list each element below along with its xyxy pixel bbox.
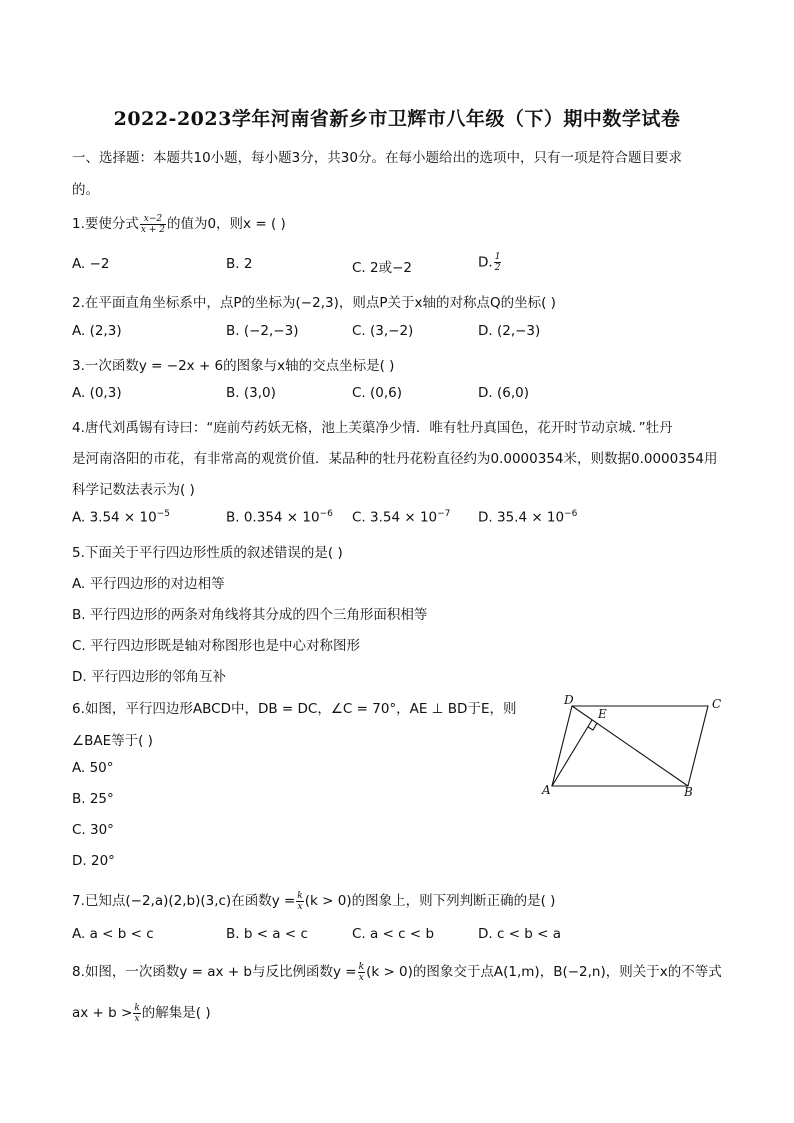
q8-frac-den: x <box>358 972 364 983</box>
q4-option-c <box>352 509 450 526</box>
q7-frac-den: x <box>297 901 303 912</box>
q8-line2-pre: ax + b > <box>72 1005 133 1021</box>
q6-option-b: B. 25° <box>72 791 114 807</box>
q4-option-d <box>478 509 577 526</box>
q8-frac-num: k <box>358 961 365 972</box>
q7-option-c: C. a < c < b <box>352 926 435 942</box>
question-7-stem <box>72 889 555 912</box>
question-3-stem: 3.一次函数y = −2x + 6的图象与x轴的交点坐标是( ) <box>72 358 395 374</box>
q1-option-b: B. 2 <box>226 256 253 272</box>
q1-option-a: A. −2 <box>72 256 110 272</box>
q8-post: (k > 0)的图象交于点A(1,m)，B(−2,n)，则关于x的不等式 <box>366 964 722 980</box>
question-4-line3: 科学记数法表示为( ) <box>72 482 195 498</box>
q7-option-d: D. c < b < a <box>478 926 562 942</box>
q7-frac-num: k <box>297 890 303 901</box>
q7-option-b: B. b < a < c <box>226 926 308 942</box>
question-4-line1: 4.唐代刘禹锡有诗曰：“庭前芍药妖无格，池上芙蕖净少情．唯有牡丹真国色，花开时节动京城．”牡丹 <box>72 420 673 436</box>
q4-a-base: A. 3.54 × 10 <box>72 509 157 526</box>
q5-option-c: C. 平行四边形既是轴对称图形也是中心对称图形 <box>72 638 361 654</box>
q5-option-d: D. 平行四边形的邻角互补 <box>72 669 226 685</box>
q1-option-d-fraction <box>494 252 502 273</box>
q7-fraction <box>296 891 303 912</box>
section-heading-line2: 的。 <box>72 182 99 198</box>
q1-option-c: C. 2或−2 <box>352 260 412 276</box>
q4-b-base: B. 0.354 × 10 <box>226 509 320 526</box>
q4-option-a <box>72 509 170 526</box>
q4-d-base: D. 35.4 × 10 <box>478 509 565 526</box>
q8-line2-post: 的解集是( ) <box>141 1005 211 1021</box>
q8-line2-num: k <box>134 1002 140 1013</box>
q7-option-a: A. a < b < c <box>72 926 154 942</box>
question-1-stem <box>72 212 286 235</box>
q4-d-exp: −6 <box>564 509 578 519</box>
q3-option-d: D. (6,0) <box>478 385 529 401</box>
q8-fraction <box>358 962 365 983</box>
q3-option-a: A. (0,3) <box>72 385 122 401</box>
q1-option-d-label: D. <box>478 254 493 271</box>
label-d: D <box>564 694 574 707</box>
page-title: 2022-2023学年河南省新乡市卫辉市八年级（下）期中数学试卷 <box>113 108 681 130</box>
q6-option-d: D. 20° <box>72 853 115 869</box>
q5-option-a: A. 平行四边形的对边相等 <box>72 576 225 592</box>
q8-pre: 8.如图，一次函数y = ax + b与反比例函数y = <box>72 964 357 980</box>
question-6-line1: 6.如图，平行四边形ABCD中，DB = DC，∠C = 70°，AE ⊥ BD于E，则 <box>72 701 517 717</box>
label-b: B <box>684 785 693 798</box>
q2-option-c: C. (3,−2) <box>352 323 414 339</box>
label-a: A <box>542 783 551 797</box>
q7-post: (k > 0)的图象上，则下列判断正确的是( ) <box>304 893 556 909</box>
question-8-line2 <box>72 1001 211 1024</box>
label-c: C <box>712 697 722 711</box>
q1-d-num: 1 <box>494 252 501 262</box>
question-2-stem: 2.在平面直角坐标系中，点P的坐标为(−2,3)，则点P关于x轴的对称点Q的坐标( ) <box>72 295 556 311</box>
diagonal-db <box>572 706 688 786</box>
parallelogram-figure <box>540 694 730 798</box>
q4-c-base: C. 3.54 × 10 <box>352 509 438 526</box>
q4-a-exp: −5 <box>156 509 170 519</box>
q1-frac-num: x−2 <box>140 214 166 225</box>
question-5-stem: 5.下面关于平行四边形性质的叙述错误的是( ) <box>72 545 343 561</box>
q4-b-exp: −6 <box>319 509 333 519</box>
label-e: E <box>598 707 607 721</box>
q7-pre: 7.已知点(−2,a)(2,b)(3,c)在函数y = <box>72 893 296 909</box>
q1-frac-den: x + 2 <box>140 224 165 235</box>
q4-option-b <box>226 509 333 526</box>
q1-option-d <box>478 252 502 273</box>
q1-fraction <box>140 214 166 235</box>
section-heading-line1: 一、选择题：本题共10小题，每小题3分，共30分。在每小题给出的选项中，只有一项是符合题目要求 <box>72 150 682 166</box>
q2-option-b: B. (−2,−3) <box>226 323 299 339</box>
q8-line2-den: x <box>134 1013 140 1024</box>
q2-option-a: A. (2,3) <box>72 323 122 339</box>
q1-post: 的值为0，则x = ( ) <box>166 216 286 232</box>
q5-option-b: B. 平行四边形的两条对角线将其分成的四个三角形面积相等 <box>72 607 428 623</box>
q3-option-c: C. (0,6) <box>352 385 403 401</box>
q3-option-b: B. (3,0) <box>226 385 276 401</box>
q6-option-a: A. 50° <box>72 760 114 776</box>
q4-c-exp: −7 <box>437 509 451 519</box>
q8-line2-fraction <box>133 1003 140 1024</box>
question-8-line1 <box>72 960 722 983</box>
q1-pre: 1.要使分式 <box>72 216 139 232</box>
question-4-line2: 是河南洛阳的市花，有非常高的观赏价值．某品种的牡丹花粉直径约为0.0000354米，则数据0.0000354用 <box>72 451 718 467</box>
q2-option-d: D. (2,−3) <box>478 323 541 339</box>
segment-ae <box>552 720 592 786</box>
q6-option-c: C. 30° <box>72 822 114 838</box>
question-6-line2: ∠BAE等于( ) <box>72 733 153 749</box>
q1-d-den: 2 <box>494 263 501 273</box>
